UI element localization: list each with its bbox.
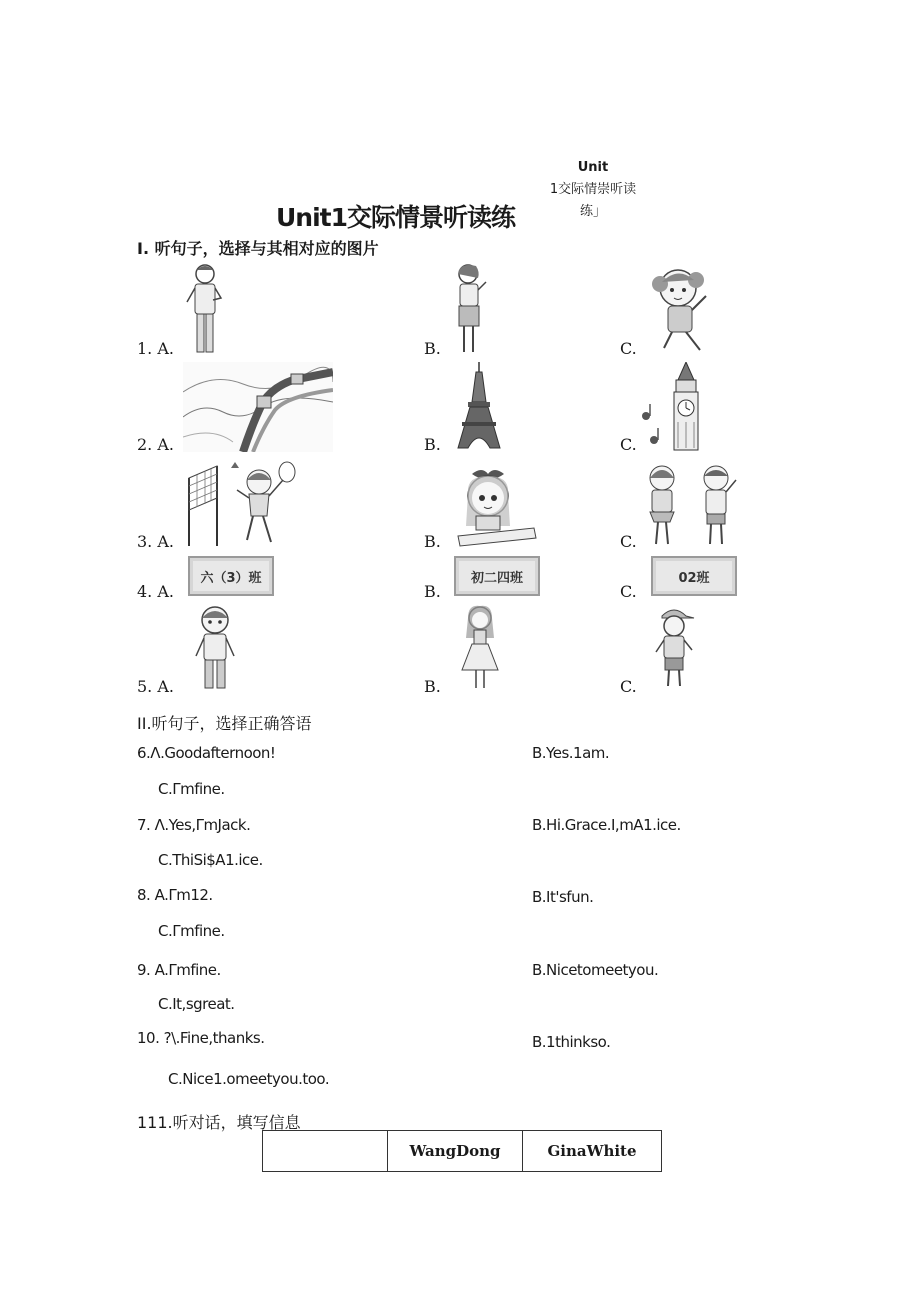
boy-standing-picture (190, 604, 240, 692)
q10-option-b: B.1thinkso. (532, 1033, 611, 1051)
side-note (538, 157, 648, 223)
row2-label-a: 2. A. (137, 435, 174, 454)
table-row (263, 1131, 662, 1172)
eiffel-tower-picture (450, 362, 508, 450)
row2-label-c: C. (620, 435, 637, 454)
big-ben-picture (664, 362, 708, 452)
section-1-heading: I. 听句子，选择与其相对应的图片 (137, 239, 379, 258)
q8-option-a: 8. A.Γm12. (137, 886, 213, 904)
row3-label-b: B. (424, 532, 441, 551)
great-wall-picture (183, 362, 333, 452)
row4-label-b: B. (424, 582, 441, 601)
q6-option-b: B.Yes.1am. (532, 744, 610, 762)
row1-label-b: B. (424, 339, 441, 358)
side-note-line-3: 练」 (579, 204, 606, 219)
music-notes-icon (640, 404, 662, 452)
q10-option-c: C.Nice1.omeetyou.too. (168, 1070, 330, 1088)
table-cell-empty[interactable] (263, 1131, 388, 1172)
q9-option-a: 9. A.Γmfine. (137, 961, 221, 979)
class-sign-a: 六（3）班 (188, 556, 274, 596)
q9-option-c: C.It,sgreat. (158, 995, 235, 1013)
table-header-wangdong: WangDong (388, 1131, 523, 1172)
section-3-heading: 111.听对话，填写信息 (137, 1113, 301, 1132)
row1-label-c: C. (620, 339, 637, 358)
girl-in-dress-picture (458, 604, 502, 692)
section-2-heading: II.听句子，选择正确答语 (137, 714, 312, 733)
side-note-line-1: Unit (577, 160, 609, 175)
q6-option-c: C.Γmfine. (158, 780, 225, 798)
q8-option-b: B.It'sfun. (532, 888, 594, 906)
q6-option-a: 6.Λ.Goodafternoon! (137, 744, 276, 762)
girl-waving-picture (648, 262, 720, 356)
row4-label-c: C. (620, 582, 637, 601)
q8-option-c: C.Γmfine. (158, 922, 225, 940)
row1-label-a: 1. A. (137, 339, 174, 358)
q7-option-a: 7. Λ.Yes,ΓmJack. (137, 816, 251, 834)
side-note-line-2: 1交际情崇听读 (549, 182, 637, 197)
row4-label-a: 4. A. (137, 582, 174, 601)
row3-label-c: C. (620, 532, 637, 551)
class-sign-c: 02班 (651, 556, 737, 596)
row2-label-b: B. (424, 435, 441, 454)
q7-option-c: C.ThiSi$A1.ice. (158, 851, 263, 869)
q10-option-a: 10. ?\.Fine,thanks. (137, 1029, 265, 1047)
row3-label-a: 3. A. (137, 532, 174, 551)
girl-reading-picture (454, 466, 538, 552)
page-title: Unit1交际情景听读练 (276, 203, 516, 232)
row5-label-a: 5. A. (137, 677, 174, 696)
class-sign-b: 初二四班 (454, 556, 540, 596)
badminton-girl-picture (183, 458, 298, 548)
q9-option-b: B.Nicetomeetyou. (532, 961, 659, 979)
table-header-ginawhite: GinaWhite (523, 1131, 662, 1172)
boy-with-cap-picture (652, 604, 698, 692)
row5-label-b: B. (424, 677, 441, 696)
boy-and-girl-picture (640, 462, 744, 548)
woman-picture (448, 262, 492, 356)
row5-label-c: C. (620, 677, 637, 696)
man-picture (183, 262, 227, 356)
q7-option-b: B.Hi.Grace.I,mA1.ice. (532, 816, 681, 834)
info-table (262, 1130, 662, 1172)
